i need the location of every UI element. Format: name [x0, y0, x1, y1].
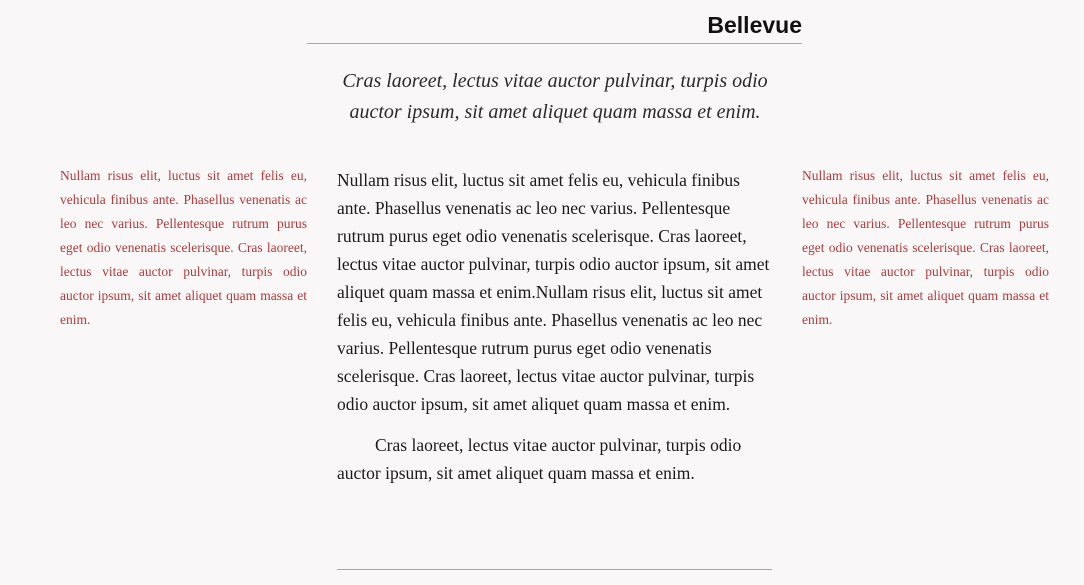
page-header [307, 8, 802, 44]
tagline: Cras laoreet, lectus vitae auctor pulvinar, turpis odio auctor ipsum, sit amet aliquet quam massa et enim. [342, 70, 768, 123]
right-sidebar-text: Nullam risus elit, luctus sit amet felis eu, vehicula finibus ante. Phasellus venenatis ac leo nec varius. Pellentesque rutrum purus eget odio venenatis scelerisque. Cras laoreet, lectus vitae auctor pulvinar, turpis odio auctor ipsum, sit amet aliquet quam massa et enim. [802, 168, 1049, 327]
left-sidebar-text: Nullam risus elit, luctus sit amet felis eu, vehicula finibus ante. Phasellus venenatis ac leo nec varius. Pellentesque rutrum purus eget odio venenatis scelerisque. Cras laoreet, lectus vitae auctor pulvinar, turpis odio auctor ipsum, sit amet aliquet quam massa et enim. [60, 168, 307, 327]
content-divider [337, 569, 772, 570]
main-content [337, 166, 772, 487]
site-title[interactable]: Bellevue [707, 12, 802, 38]
main-paragraph-2: Cras laoreet, lectus vitae auctor pulvinar, turpis odio auctor ipsum, sit amet aliquet quam massa et enim. [337, 435, 742, 483]
main-paragraph-1: Nullam risus elit, luctus sit amet felis eu, vehicula finibus ante. Phasellus venenatis ac leo nec varius. Pellentesque rutrum purus eget odio venenatis scelerisque. Cras laoreet, lectus vitae auctor pulvinar, turpis odio auctor ipsum, sit amet aliquet quam massa et enim.Nullam risus elit, luctus sit amet felis eu, vehicula finibus ante. Phasellus venenatis ac leo nec varius. Pellentesque rutrum purus eget odio venenatis scelerisque. Cras laoreet, lectus vitae auctor pulvinar, turpis odio auctor ipsum, sit amet aliquet quam massa et enim. [337, 170, 770, 414]
